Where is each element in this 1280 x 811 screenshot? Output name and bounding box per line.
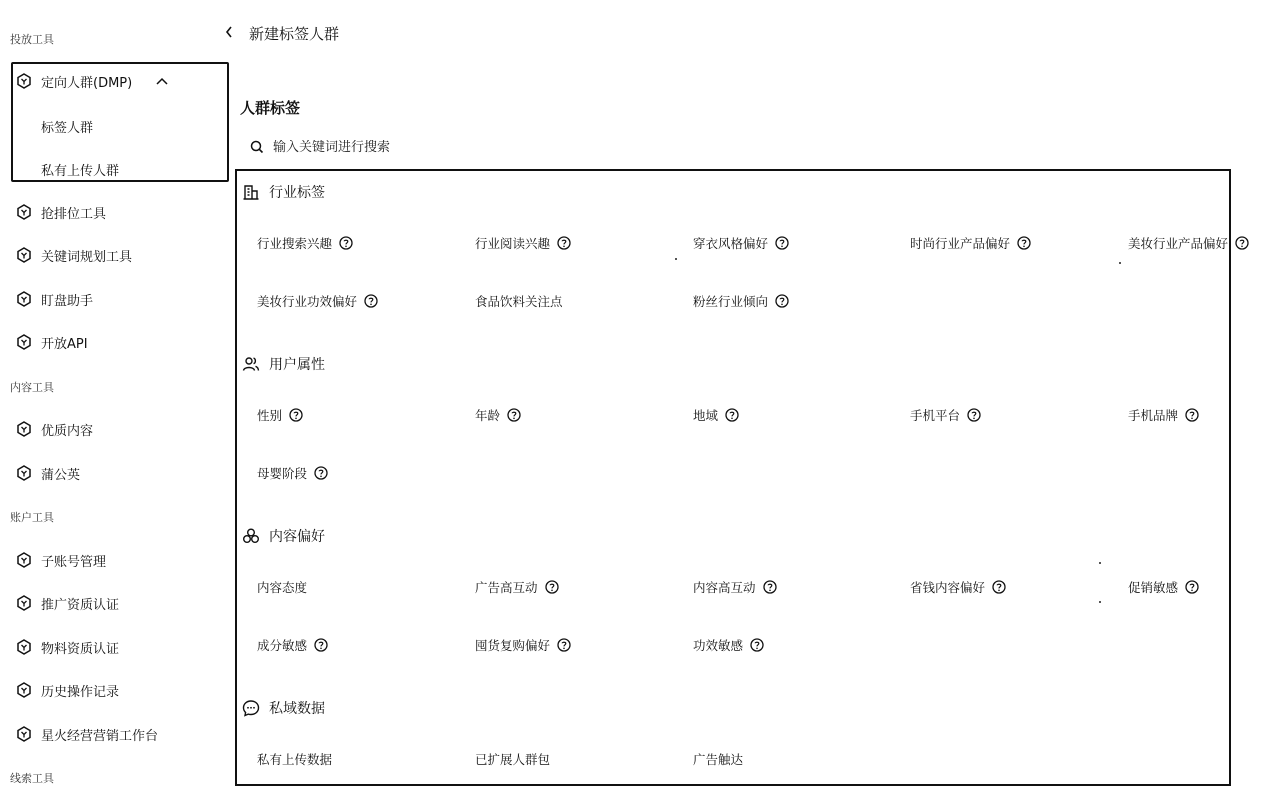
help-icon[interactable] [314, 466, 328, 480]
hexagon-icon [16, 334, 32, 350]
sidebar-item-open-api[interactable] [16, 331, 88, 353]
sidebar-group-delivery-tools: 投放工具 [10, 33, 54, 46]
circles-icon [242, 527, 260, 545]
tag-item[interactable] [693, 750, 743, 768]
hexagon-icon [16, 204, 32, 220]
sidebar-item-label: 子账号管理 [41, 554, 107, 570]
sidebar-item-label: 开放API [41, 336, 88, 352]
tag-item[interactable] [1128, 578, 1199, 596]
search-bar[interactable] [250, 137, 550, 157]
tag-item[interactable] [475, 578, 559, 596]
tag-item[interactable] [257, 292, 378, 310]
sidebar-item-label: 推广资质认证 [41, 597, 120, 613]
help-icon[interactable] [725, 408, 739, 422]
sidebar-item-label: 优质内容 [41, 423, 94, 439]
sidebar-item-label: 关键词规划工具 [41, 249, 133, 265]
sidebar-item-ranking-tool[interactable] [16, 201, 106, 223]
help-icon[interactable] [1185, 408, 1199, 422]
tag-item[interactable] [693, 292, 789, 310]
category-title: 行业标签 [269, 185, 325, 201]
tag-item[interactable] [475, 750, 550, 768]
chevron-up-icon[interactable] [155, 76, 169, 86]
help-icon[interactable] [314, 638, 328, 652]
hexagon-icon [16, 247, 32, 263]
tag-label: 已扩展人群包 [475, 752, 551, 767]
sidebar-group-content-tools: 内容工具 [10, 381, 54, 394]
category-title: 用户属性 [269, 357, 325, 373]
sidebar-subitem-private-upload[interactable]: 私有上传人群 [41, 164, 120, 179]
tag-item[interactable] [257, 234, 353, 252]
tag-label: 功效敏感 [693, 638, 744, 653]
tag-item[interactable] [1128, 234, 1249, 252]
help-icon[interactable] [1017, 236, 1031, 250]
tag-label: 年龄 [475, 408, 501, 423]
tag-item[interactable] [693, 636, 764, 654]
hexagon-icon [16, 682, 32, 698]
tag-item[interactable] [257, 578, 307, 596]
tag-label: 粉丝行业倾向 [693, 294, 769, 309]
sidebar-item-material-qualification[interactable] [16, 636, 119, 658]
sidebar-group-account-tools: 账户工具 [10, 511, 54, 524]
search-icon [250, 140, 264, 154]
help-icon[interactable] [507, 408, 521, 422]
sidebar-group-lead-tools: 线索工具 [10, 772, 54, 785]
category-user-attributes [242, 354, 325, 374]
tag-item[interactable] [475, 636, 571, 654]
category-private-data [242, 698, 325, 718]
sidebar-item-monitor-assistant[interactable] [16, 288, 93, 310]
hexagon-icon [16, 552, 32, 568]
help-icon[interactable] [775, 236, 789, 250]
help-icon[interactable] [545, 580, 559, 594]
category-industry-tags [242, 182, 325, 202]
building-icon [242, 183, 260, 201]
help-icon[interactable] [750, 638, 764, 652]
chat-icon [242, 699, 260, 717]
artifact-dot [1119, 262, 1121, 264]
page-title: 新建标签人群 [249, 25, 340, 43]
tag-label: 行业阅读兴趣 [475, 236, 551, 251]
tag-item[interactable] [693, 406, 739, 424]
tag-label: 手机平台 [910, 408, 961, 423]
tag-label: 广告触达 [693, 752, 744, 767]
sidebar-item-label: 物料资质认证 [41, 641, 120, 657]
tag-label: 手机品牌 [1128, 408, 1179, 423]
sidebar-item-label: 盯盘助手 [41, 293, 94, 309]
sidebar-item-history[interactable] [16, 679, 119, 701]
tag-item[interactable] [910, 406, 981, 424]
sidebar-item-label: 抢排位工具 [41, 206, 107, 222]
tag-label: 广告高互动 [475, 580, 538, 595]
category-title: 内容偏好 [269, 529, 325, 545]
help-icon[interactable] [763, 580, 777, 594]
sidebar-item-promo-qualification[interactable] [16, 592, 119, 614]
tag-item[interactable] [257, 636, 328, 654]
tag-label: 美妆行业功效偏好 [257, 294, 358, 309]
tag-item[interactable] [257, 406, 303, 424]
tag-label: 成分敏感 [257, 638, 308, 653]
help-icon[interactable] [557, 638, 571, 652]
tag-label: 地域 [693, 408, 719, 423]
sidebar-item-label: 历史操作记录 [41, 684, 120, 700]
sidebar-item-label: 蒲公英 [41, 467, 81, 483]
hexagon-icon [16, 595, 32, 611]
sidebar-item-keyword-planner[interactable] [16, 244, 132, 266]
help-icon[interactable] [967, 408, 981, 422]
sidebar-subitem-tag-audience[interactable]: 标签人群 [41, 121, 94, 136]
tag-item[interactable] [475, 292, 563, 310]
back-icon[interactable] [224, 24, 238, 40]
tag-label: 性别 [257, 408, 283, 423]
help-icon[interactable] [992, 580, 1006, 594]
sidebar-item-xinghuo-workbench[interactable] [16, 723, 158, 745]
help-icon[interactable] [775, 294, 789, 308]
tag-item[interactable] [693, 234, 789, 252]
tag-item[interactable] [910, 578, 1006, 596]
category-content-preference [242, 526, 325, 546]
category-title: 私域数据 [269, 701, 325, 717]
help-icon[interactable] [339, 236, 353, 250]
tag-label: 囤货复购偏好 [475, 638, 551, 653]
tag-item[interactable] [1128, 406, 1199, 424]
tag-label: 促销敏感 [1128, 580, 1179, 595]
tag-item[interactable] [257, 750, 332, 768]
sidebar-item-sub-account[interactable] [16, 549, 106, 571]
tag-item[interactable] [910, 234, 1031, 252]
tag-panel [235, 169, 1231, 786]
hexagon-icon [16, 726, 32, 742]
sidebar-item-label: 定向人群(DMP) [41, 75, 133, 91]
tag-label: 省钱内容偏好 [910, 580, 986, 595]
tag-label: 母婴阶段 [257, 466, 308, 481]
tag-label: 时尚行业产品偏好 [910, 236, 1011, 251]
sidebar-item-dmp[interactable] [16, 70, 169, 92]
hexagon-icon [16, 421, 32, 437]
artifact-dot [1099, 562, 1101, 564]
hexagon-icon [16, 291, 32, 307]
help-icon[interactable] [1185, 580, 1199, 594]
sidebar-item-pugongying[interactable] [16, 462, 80, 484]
hexagon-icon [16, 465, 32, 481]
tag-label: 私有上传数据 [257, 752, 333, 767]
help-icon[interactable] [364, 294, 378, 308]
tag-item[interactable] [475, 406, 521, 424]
hexagon-icon [16, 639, 32, 655]
tag-item[interactable] [475, 234, 571, 252]
help-icon[interactable] [557, 236, 571, 250]
hexagon-icon [16, 73, 32, 89]
tag-item[interactable] [257, 464, 328, 482]
help-icon[interactable] [1235, 236, 1249, 250]
artifact-dot [1099, 601, 1101, 603]
users-icon [242, 355, 260, 373]
sidebar-item-quality-content[interactable] [16, 418, 93, 440]
tag-item[interactable] [693, 578, 777, 596]
search-input[interactable] [273, 140, 533, 155]
tag-label: 内容高互动 [693, 580, 756, 595]
artifact-dot [675, 258, 677, 260]
tag-label: 内容态度 [257, 580, 308, 595]
tag-label: 美妆行业产品偏好 [1128, 236, 1229, 251]
tag-label: 食品饮料关注点 [475, 294, 563, 309]
section-title: 人群标签 [240, 99, 301, 117]
tag-label: 穿衣风格偏好 [693, 236, 769, 251]
help-icon[interactable] [289, 408, 303, 422]
sidebar [0, 0, 232, 811]
tag-label: 行业搜索兴趣 [257, 236, 333, 251]
sidebar-item-label: 星火经营营销工作台 [41, 728, 159, 744]
